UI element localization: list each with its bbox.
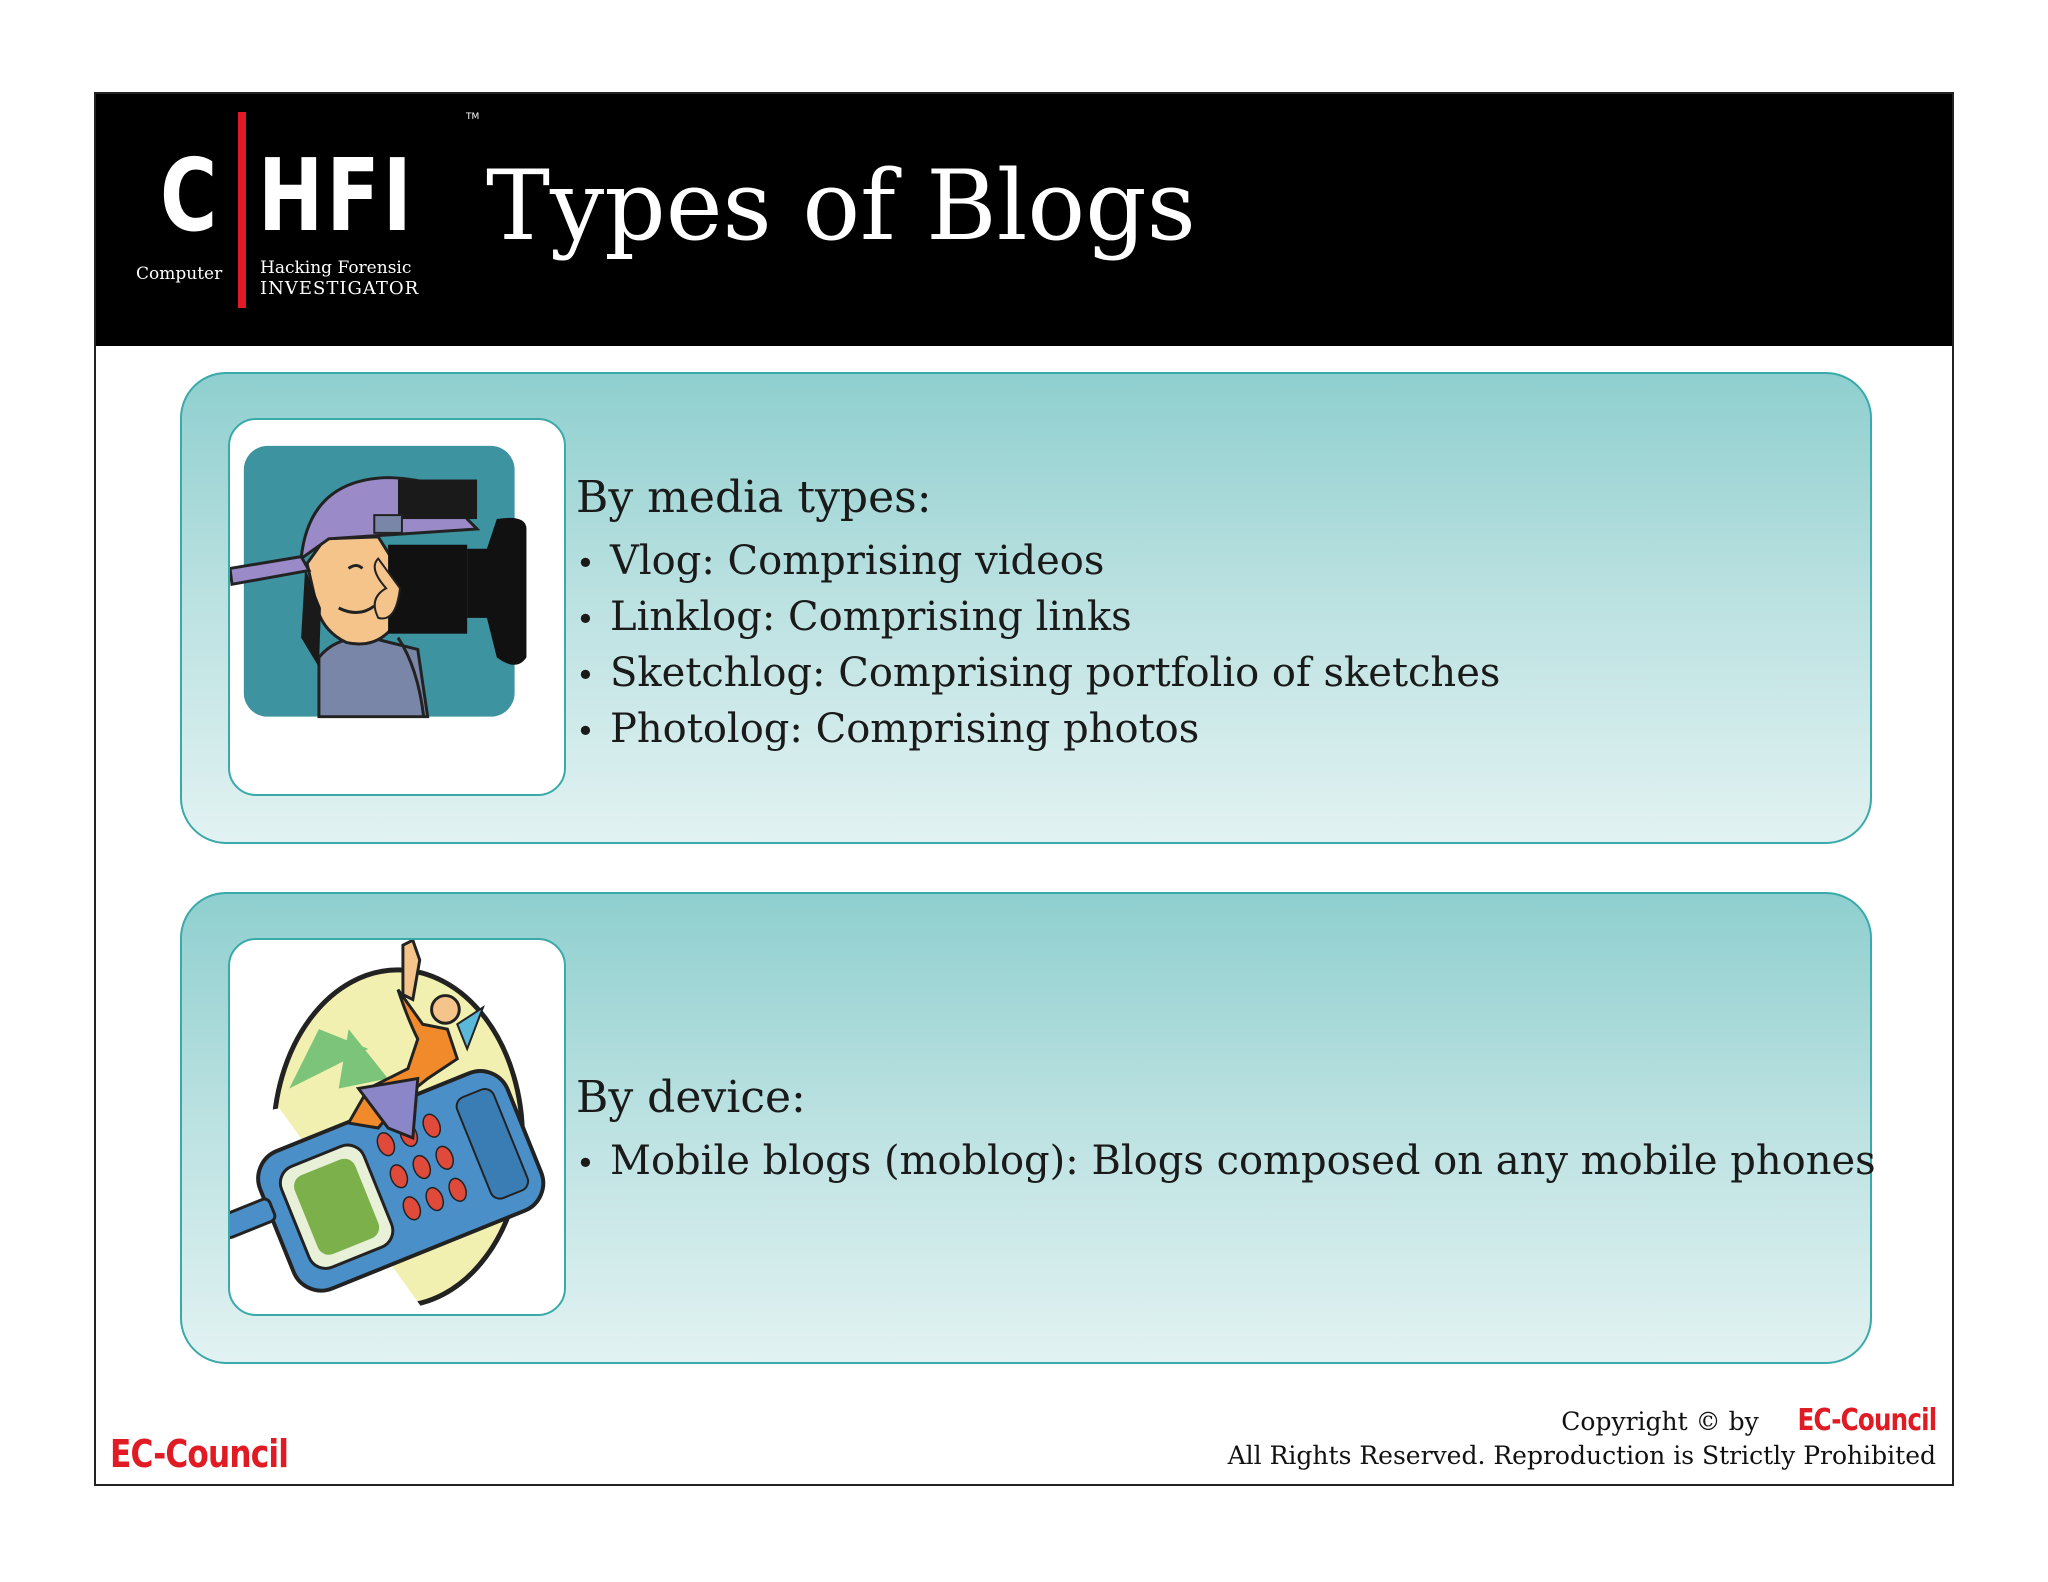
cameraman-illustration-icon [230, 420, 564, 794]
slide [94, 92, 1954, 1486]
list-item: • Mobile blogs (moblog): Blogs composed on any mobile phones [576, 1134, 1876, 1190]
device-list [576, 1134, 1876, 1190]
section-heading-media-types: By media types: [576, 472, 932, 523]
page-title: Types of Blogs [486, 150, 1196, 262]
media-types-panel [180, 372, 1872, 844]
logo-letters-hfi: HFI [258, 137, 415, 254]
trademark-mark: TM [466, 112, 480, 122]
media-types-list [576, 534, 1500, 758]
copyright-brand: EC-Council [1797, 1403, 1936, 1438]
list-item: • Vlog: Comprising videos [576, 534, 1500, 590]
logo-investigator-text: INVESTIGATOR [260, 278, 420, 299]
mobile-phone-illustration-icon [230, 940, 564, 1314]
cameraman-image [228, 418, 566, 796]
section-heading-device: By device: [576, 1072, 806, 1123]
ec-council-logo: EC-Council [110, 1432, 289, 1476]
chfi-logo [136, 112, 480, 322]
logo-red-bar [238, 112, 246, 308]
copyright-notice [1228, 1404, 1936, 1473]
list-item: • Photolog: Comprising photos [576, 702, 1500, 758]
device-panel [180, 892, 1876, 1364]
rights-text: All Rights Reserved. Reproduction is Strictly Prohibited [1227, 1441, 1936, 1470]
header-bar [96, 94, 1952, 346]
list-item: • Linklog: Comprising links [576, 590, 1500, 646]
list-item: • Sketchlog: Comprising portfolio of sketches [576, 646, 1500, 702]
copyright-prefix: Copyright © by [1561, 1407, 1759, 1436]
logo-hacking-forensic-text: Hacking Forensic [260, 258, 412, 278]
logo-computer-text: Computer [136, 264, 223, 284]
mobile-phone-image [228, 938, 566, 1316]
logo-letter-c: C [160, 137, 218, 254]
